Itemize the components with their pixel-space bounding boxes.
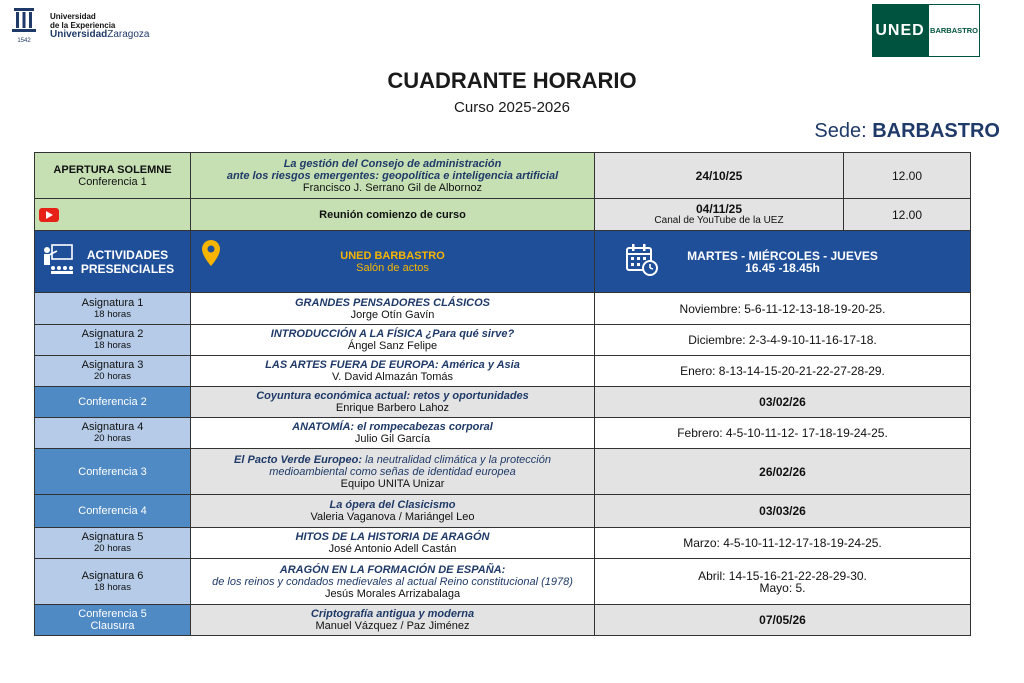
apertura-sublabel: Conferencia 1 xyxy=(78,175,147,188)
table-row xyxy=(35,356,971,387)
row-label: Conferencia 5 xyxy=(78,608,147,620)
row-label: Asignatura 4 xyxy=(81,421,144,433)
row-course-cell xyxy=(191,418,595,449)
table-row xyxy=(35,325,971,356)
row-label-cell xyxy=(35,605,191,636)
course-dates-2: Mayo: 5. xyxy=(759,580,806,595)
row-label: Conferencia 4 xyxy=(35,495,191,528)
course-speaker: Jorge Otín Gavín xyxy=(350,308,435,321)
reunion-channel: Canal de YouTube de la UEZ xyxy=(654,214,784,226)
reunion-row xyxy=(35,199,971,231)
logo-line-2: de la Experiencia xyxy=(50,21,116,30)
course-speaker: Manuel Vázquez / Paz Jiménez xyxy=(315,620,470,632)
logo-line-3: UniversidadZaragoza xyxy=(50,29,150,40)
university-crest-icon xyxy=(8,6,40,46)
venue-room: Salón de actos xyxy=(356,261,429,274)
sede-label: Sede: BARBASTRO xyxy=(814,120,1000,142)
youtube-icon[interactable] xyxy=(39,208,59,222)
course-dates: Marzo: 4-5-10-11-12-17-18-19-24-25. xyxy=(595,528,971,559)
course-speaker: Julio Gil García xyxy=(354,433,431,445)
activities-header xyxy=(35,231,191,293)
course-title: HITOS DE LA HISTORIA DE ARAGÓN xyxy=(295,531,490,543)
row-course-cell xyxy=(191,605,595,636)
row-hours: 20 horas xyxy=(94,543,131,554)
apertura-title-cell xyxy=(191,153,595,199)
section-header-row xyxy=(35,231,971,293)
reunion-time: 12.00 xyxy=(844,199,971,231)
course-dates: Febrero: 4-5-10-11-12- 17-18-19-24-25. xyxy=(595,418,971,449)
course-title: Criptografía antigua y moderna xyxy=(310,608,475,620)
row-label: Asignatura 1 xyxy=(81,296,144,309)
apertura-time: 12.00 xyxy=(844,153,971,199)
venue-name: UNED BARBASTRO xyxy=(340,249,445,262)
activities-line2: PRESENCIALES xyxy=(80,261,175,276)
table-row xyxy=(35,605,971,636)
row-course-cell xyxy=(191,356,595,387)
course-speaker: Valeria Vaganova / Mariángel Leo xyxy=(310,511,475,523)
row-label: Asignatura 5 xyxy=(81,531,144,543)
course-title-line2: medioambiental como señas de identidad europea xyxy=(269,465,516,478)
apertura-title-line2: ante los riesgos emergentes: geopolítica e inteligencia artificial xyxy=(226,169,559,182)
course-dates: Enero: 8-13-14-15-20-21-22-27-28-29. xyxy=(595,356,971,387)
course-speaker: Enrique Barbero Lahoz xyxy=(335,402,450,414)
apertura-title-line1: La gestión del Consejo de administración xyxy=(283,157,502,170)
svg-text:1542: 1542 xyxy=(17,38,31,44)
schedule-hours: 16.45 -18.45h xyxy=(745,260,820,275)
row-label-cell xyxy=(35,559,191,605)
course-title: La ópera del Clasicismo xyxy=(329,499,456,511)
apertura-label: APERTURA SOLEMNE xyxy=(53,163,172,176)
logo-line-1: Universidad xyxy=(50,12,96,21)
table-row xyxy=(35,528,971,559)
schedule-table xyxy=(34,152,971,636)
row-label-cell xyxy=(35,325,191,356)
table-row xyxy=(35,449,971,495)
course-title: ANATOMÍA: el rompecabezas corporal xyxy=(292,421,493,433)
row-hours: 20 horas xyxy=(94,371,131,382)
row-hours: 18 horas xyxy=(94,340,131,351)
row-label-cell xyxy=(35,356,191,387)
row-label: Asignatura 6 xyxy=(81,569,144,582)
apertura-row xyxy=(35,153,971,199)
row-hours: 18 horas xyxy=(94,308,131,320)
row-hours: 20 horas xyxy=(94,433,131,444)
course-title: LAS ARTES FUERA DE EUROPA: América y Asia xyxy=(265,359,520,371)
logo-text xyxy=(50,6,150,39)
reunion-icon-cell xyxy=(35,199,191,231)
table-row xyxy=(35,559,971,605)
course-speaker: Equipo UNITA Unizar xyxy=(340,477,445,490)
row-label-cell xyxy=(35,418,191,449)
course-title: Coyuntura económica actual: retos y oportunidades xyxy=(256,390,529,402)
apertura-speaker: Francisco J. Serrano Gil de Albornoz xyxy=(302,181,483,194)
course-title: ARAGÓN EN LA FORMACIÓN DE ESPAÑA: xyxy=(279,563,506,576)
schedule-header xyxy=(595,231,971,293)
location-pin-icon xyxy=(201,239,221,270)
page-subtitle: Curso 2025-2026 xyxy=(454,99,570,116)
barbastro-logo-text: BARBASTRO xyxy=(928,4,980,57)
course-title: GRANDES PENSADORES CLÁSICOS xyxy=(295,296,490,309)
row-course-cell xyxy=(191,449,595,495)
row-course-cell xyxy=(191,559,595,605)
reunion-date-cell xyxy=(595,199,844,231)
course-title-line2: de los reinos y condados medievales al actual Reino constitucional (1978) xyxy=(212,575,573,588)
course-dates: Noviembre: 5-6-11-12-13-18-19-20-25. xyxy=(595,293,971,325)
uned-logo-text: UNED xyxy=(872,4,928,57)
conference-date: 03/02/26 xyxy=(595,387,971,418)
page-title: CUADRANTE HORARIO xyxy=(387,68,637,93)
presentation-icon xyxy=(41,241,75,278)
conference-date: 26/02/26 xyxy=(595,449,971,495)
row-sublabel: Clausura xyxy=(90,620,135,632)
row-label: Asignatura 2 xyxy=(81,328,144,340)
conference-date: 07/05/26 xyxy=(595,605,971,636)
table-row xyxy=(35,418,971,449)
table-row xyxy=(35,293,971,325)
course-speaker: Ángel Sanz Felipe xyxy=(347,340,438,352)
course-title: El Pacto Verde Europeo: la neutralidad climática y la protección xyxy=(234,453,551,466)
row-course-cell xyxy=(191,495,595,528)
row-course-cell xyxy=(191,528,595,559)
row-label-cell xyxy=(35,293,191,325)
course-speaker: José Antonio Adell Castán xyxy=(328,543,457,555)
table-row xyxy=(35,387,971,418)
course-title: INTRODUCCIÓN A LA FÍSICA ¿Para qué sirve? xyxy=(270,328,515,340)
row-course-cell xyxy=(191,325,595,356)
universidad-experiencia-logo xyxy=(8,6,150,46)
row-label: Asignatura 3 xyxy=(81,359,144,371)
course-speaker: V. David Almazán Tomás xyxy=(331,371,454,383)
reunion-title: Reunión comienzo de curso xyxy=(191,199,595,231)
uned-barbastro-logo xyxy=(872,4,980,57)
course-dates: Diciembre: 2-3-4-9-10-11-16-17-18. xyxy=(595,325,971,356)
row-course-cell xyxy=(191,387,595,418)
row-label-cell xyxy=(35,528,191,559)
row-label: Conferencia 3 xyxy=(35,449,191,495)
activities-line1: ACTIVIDADES xyxy=(86,247,169,262)
course-dates: Abril: 14-15-16-21-22-28-29-30. xyxy=(698,568,867,583)
course-dates-cell xyxy=(595,559,971,605)
reunion-date: 04/11/25 xyxy=(695,201,743,216)
conference-date: 03/03/26 xyxy=(595,495,971,528)
course-speaker: Jesús Morales Arrizabalaga xyxy=(324,587,461,600)
venue-header xyxy=(191,231,595,293)
table-row xyxy=(35,495,971,528)
row-hours: 18 horas xyxy=(94,581,131,593)
schedule-days: MARTES - MIÉRCOLES - JUEVES xyxy=(687,248,878,263)
row-label: Conferencia 2 xyxy=(35,387,191,418)
apertura-label-cell xyxy=(35,153,191,199)
row-course-cell xyxy=(191,293,595,325)
calendar-clock-icon xyxy=(625,243,659,280)
apertura-date: 24/10/25 xyxy=(595,153,844,199)
